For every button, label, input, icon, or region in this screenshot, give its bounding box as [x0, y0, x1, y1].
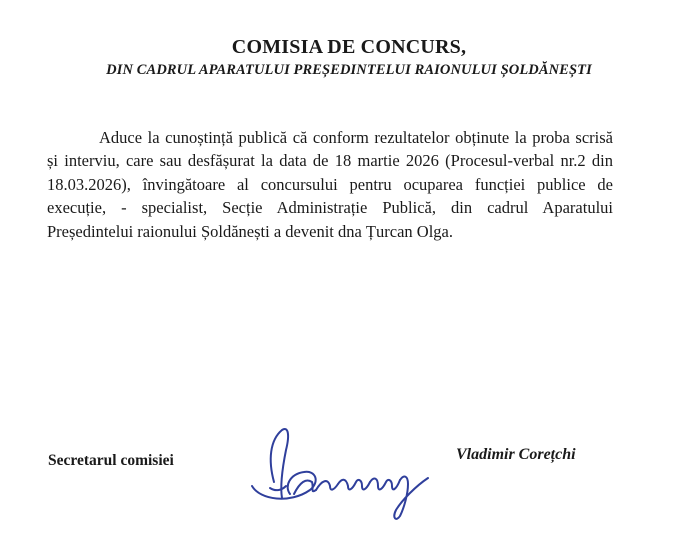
signature-label: Secretarul comisiei — [48, 452, 174, 469]
signatory-name: Vladimir Corețchi — [456, 446, 576, 463]
handwritten-signature — [230, 420, 445, 525]
announcement-paragraph: Aduce la cunoștință publică că conform rezultatelor obținute la proba scrisă și interviu, care sau desfășurat la data de 18 martie 2026 (Procesul-verbal nr.2 din 18.03.2026), învingătoare al concursului pentru ocuparea funcției publice de execuție, - specialist, Secție Administrație Publică, din cadrul Aparatului Președintelui raionului Șoldănești a devenit dna Țurcan Olga. — [47, 128, 613, 241]
document-title: COMISIA DE CONCURS, — [231, 36, 467, 58]
document-subtitle: DIN CADRUL APARATULUI PREȘEDINTELUI RAIONULUI ȘOLDĂNEȘTI — [106, 62, 592, 78]
